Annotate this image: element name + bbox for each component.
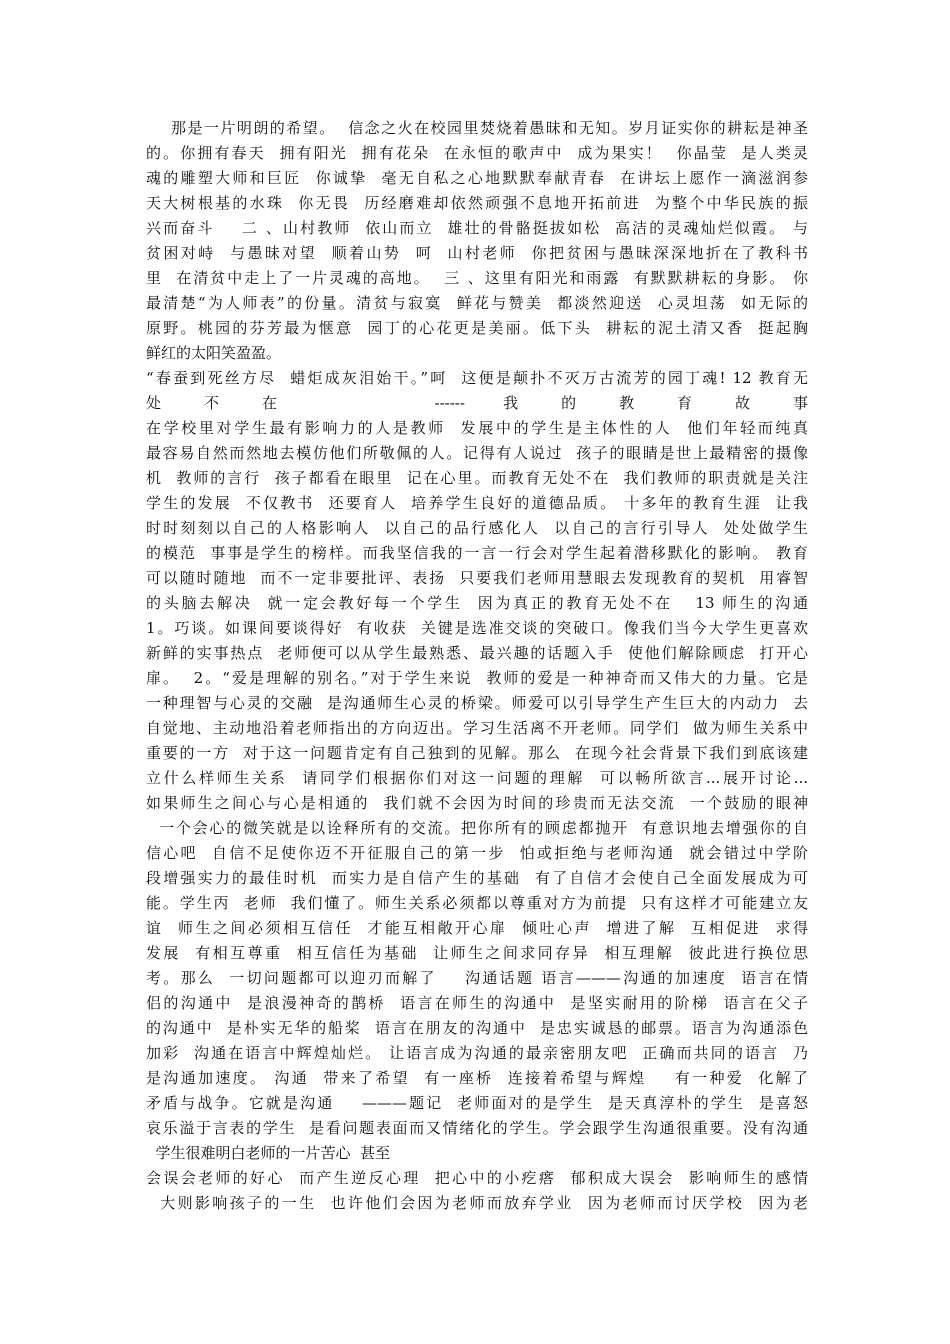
text-line: 一个会心的微笑就是以诠释所有的交流。把你所有的顾虑都抛开 有意识地去增强你的自 [146, 819, 808, 837]
text-line: 那是一片明朗的希望。 信念之火在校园里焚烧着愚昧和无知。岁月证实你的耕耘是神圣 [146, 119, 808, 137]
text-line: 信心吧 自信不足使你迈不开征服自己的第一步 怕或拒绝与老师沟通 就会错过中学阶 [146, 844, 808, 862]
text-line: 贫困对峙 与愚昧对望 顺着山势 呵 山村老师 你把贫困与愚昧深深地折在了教科书 [146, 244, 808, 262]
text-line: 学生的发展 不仅教书 还要育人 培养学生良好的道德品质。 十多年的教育生涯 让我 [146, 494, 808, 512]
text-line: 段增强实力的最佳时机 而实力是自信产生的基础 有了自信才会使自己全面发展成为可 [146, 869, 808, 887]
text-line: 矛盾与战争。它就是沟通 ———题记 老师面对的是学生 是天真淳朴的学生 是喜怒 [146, 1094, 808, 1112]
text-line: 可以随时随地 而不一定非要批评、表扬 只要我们老师用慧眼去发现教育的契机 用睿智 [146, 569, 808, 587]
text-line: 处 不 在 ------ 我 的 教 育 故 事 [146, 394, 808, 412]
text-line: 哀乐溢于言表的学生 是看问题表面而又情绪化的学生。学会跟学生沟通很重要。没有沟通 [146, 1119, 808, 1137]
text-line: 最容易自然而然地去模仿他们所敬佩的人。记得有人说过 孩子的眼睛是世上最精密的摄像 [146, 444, 808, 462]
text-line: 一种理智与心灵的交融 是沟通师生心灵的桥梁。师爱可以引导学生产生巨大的内动力 去 [146, 694, 808, 712]
text-line: 天大树根基的水珠 你无畏 历经磨难却依然顽强不息地开拓前进 为整个中华民族的振 [146, 194, 808, 212]
text-line: 新鲜的实事热点 老师便可以从学生最熟悉、最兴趣的话题入手 使他们解除顾虑 打开心 [146, 644, 808, 662]
text-line: 谊 师生之间必须相互信任 才能互相敞开心扉 倾吐心声 增进了解 互相促进 求得 [146, 919, 808, 937]
text-line: 考。那么 一切问题都可以迎刃而解了 沟通话题 语言———沟通的加速度 语言在情 [146, 969, 808, 987]
text-line: 的模范 事事是学生的榜样。而我坚信我的一言一行会对学生起着潜移默化的影响。 教育 [146, 544, 808, 562]
text-line: 重要的一方 对于这一问题肯定有自己独到的见解。那么 在现今社会背景下我们到底该建 [146, 744, 808, 762]
text-line: 学生很难明白老师的一片苦心 甚至 [146, 1144, 391, 1162]
text-line: 的。你拥有春天 拥有阳光 拥有花朵 在永恒的歌声中 成为果实！ 你晶莹 是人类灵 [146, 144, 808, 162]
text-line: 鲜红的太阳笑盈盈。 [146, 344, 282, 362]
text-line: 发展 有相互尊重 相互信任为基础 让师生之间求同存异 相互理解 彼此进行换位思 [146, 944, 808, 962]
text-line: 能。学生丙 老师 我们懂了。师生关系必须都以尊重对方为前提 只有这样才可能建立友 [146, 894, 808, 912]
text-line: 侣的沟通中 是浪漫神奇的鹊桥 语言在师生的沟通中 是坚实耐用的阶梯 语言在父子 [146, 994, 808, 1012]
text-line: 时时刻刻以自己的人格影响人 以自己的品行感化人 以自己的言行引导人 处处做学生 [146, 519, 808, 537]
text-line: 自觉地、主动地沿着老师指出的方向迈出。学习生活离不开老师。同学们 做为师生关系中 [146, 719, 808, 737]
text-line: 魂的雕塑大师和巨匠 你诚挚 毫无自私之心地默默奉献青春 在讲坛上愿作一滴滋润参 [146, 169, 808, 187]
text-line: 里 在清贫中走上了一片灵魂的高地。 三 、这里有阳光和雨露 有默默耕耘的身影。 你 [146, 269, 808, 287]
text-line: “春蚕到死丝方尽 蜡炬成灰泪始干。”呵 这便是颠扑不灭万古流芳的园丁魂! 12 教育无 [146, 369, 808, 387]
text-line: 扉。 2。“爱是理解的别名。”对于学生来说 教师的爱是一种神奇而又伟大的力量。它是 [146, 669, 808, 687]
text-line: 1。巧谈。如课间要谈得好 有收获 关键是选准交谈的突破口。像我们当今大学生更喜欢 [146, 619, 808, 637]
text-line: 最清楚“为人师表”的份量。清贫与寂寞 鲜花与赞美 都淡然迎送 心灵坦荡 如无际的 [146, 294, 808, 312]
text-line: 大则影响孩子的一生 也许他们会因为老师而放弃学业 因为老师而讨厌学校 因为老 [146, 1194, 808, 1212]
text-line: 立什么样师生关系 请同学们根据你们对这一问题的理解 可以畅所欲言...展开讨论... [146, 769, 808, 787]
text-line: 会误会老师的好心 而产生逆反心理 把心中的小疙瘩 郁积成大误会 影响师生的感情 [146, 1169, 808, 1187]
text-line: 是沟通加速度。 沟通 带来了希望 有一座桥 连接着希望与辉煌 有一种爱 化解了 [146, 1069, 808, 1087]
text-line: 的沟通中 是朴实无华的船桨 语言在朋友的沟通中 是忠实诚恳的邮票。语言为沟通添色 [146, 1019, 808, 1037]
text-line: 的头脑去解决 就一定会教好每一个学生 因为真正的教育无处不在 13 师生的沟通 [146, 594, 808, 612]
text-line: 原野。桃园的芬芳最为惬意 园丁的心花更是美丽。低下头 耕耘的泥土清又香 挺起胸 [146, 319, 808, 337]
text-line: 加彩 沟通在语言中辉煌灿烂。 让语言成为沟通的最亲密朋友吧 正确而共同的语言 乃 [146, 1044, 808, 1062]
text-line: 机 教师的言行 孩子都看在眼里 记在心里。而教育无处不在 我们教师的职责就是关注 [146, 469, 808, 487]
text-line: 如果师生之间心与心是相通的 我们就不会因为时间的珍贵而无法交流 一个鼓励的眼神 [146, 794, 808, 812]
text-line: 在学校里对学生最有影响力的人是教师 发展中的学生是主体性的人 他们年轻而纯真 [146, 419, 808, 437]
text-line: 兴而奋斗 二 、山村教师 依山而立 雄壮的骨骼挺拔如松 高洁的灵魂灿烂似霞。 与 [146, 219, 808, 237]
